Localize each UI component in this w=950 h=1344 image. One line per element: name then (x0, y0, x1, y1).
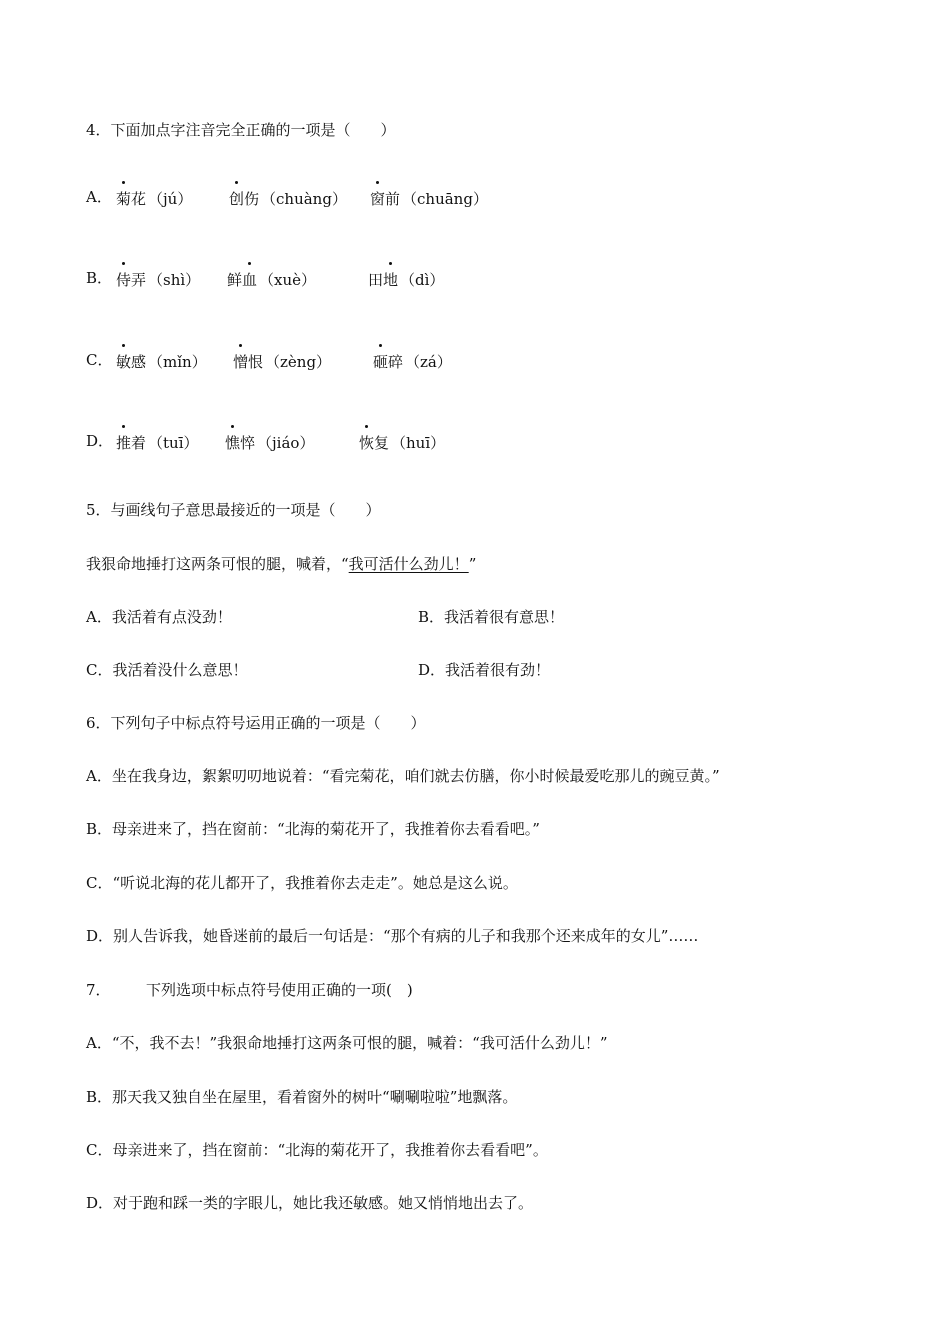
q4-option-c[interactable] (86, 349, 112, 371)
emphasis-dot-icon (235, 181, 238, 184)
q4-option-d[interactable] (86, 430, 113, 452)
term: 侍弄 (116, 271, 147, 289)
pinyin: （tuī） (148, 434, 199, 452)
pinyin: （dì） (400, 271, 445, 289)
option-letter: B． (86, 820, 113, 838)
option-letter: A． (86, 1034, 112, 1052)
q7-option-c[interactable] (86, 1139, 548, 1161)
sentence-text: 我狠命地捶打这两条可恨的腿，喊着，“ (86, 555, 349, 573)
option-text: 我活着很有意思！ (444, 608, 565, 626)
option-letter: D． (86, 432, 114, 450)
option-text: “听说北海的花儿都开了，我推着你去走走”。她总是这么说。 (112, 874, 518, 892)
option-text: 我活着没什么意思！ (112, 661, 248, 679)
term: 憎恨 (233, 353, 264, 371)
option-letter: D． (86, 927, 114, 945)
option-letter: A． (86, 767, 112, 785)
q7-option-b[interactable] (86, 1086, 517, 1108)
pinyin: （jú） (148, 190, 193, 208)
emphasis-dot-icon (389, 262, 392, 265)
q4-c-item-3 (373, 351, 452, 373)
underlined-sentence: 我可活什么劲儿！ (348, 555, 469, 573)
q4-a-item-2 (229, 188, 347, 210)
q7-option-d[interactable] (86, 1192, 533, 1214)
emphasis-dot-icon (122, 425, 125, 428)
option-letter: A． (86, 608, 112, 626)
term: 创伤 (229, 190, 260, 208)
pinyin: （xuè） (259, 271, 317, 289)
term: 菊花 (116, 190, 147, 208)
emphasis-dot-icon (231, 425, 234, 428)
pinyin: （chuāng） (402, 190, 488, 208)
option-letter: C． (86, 661, 113, 679)
option-letter: C． (86, 874, 113, 892)
pinyin: （zèng） (265, 353, 332, 371)
pinyin: （mǐn） (148, 353, 207, 371)
option-text: 那天我又独自坐在屋里，看着窗外的树叶“唰唰啦啦”地飘落。 (112, 1088, 518, 1106)
term: 窗前 (370, 190, 401, 208)
q5-stem: 5．与画线句子意思最接近的一项是（ ） (86, 501, 381, 519)
emphasis-dot-icon (248, 262, 251, 265)
q5-sentence (86, 553, 476, 575)
q7-option-a[interactable] (86, 1032, 608, 1054)
q4-stem: 4．下面加点字注音完全正确的一项是（ ） (86, 121, 396, 139)
option-text: “不，我不去！”我狠命地捶打这两条可恨的腿，喊着：“我可活什么劲儿！” (111, 1034, 608, 1052)
term: 推着 (116, 434, 147, 452)
option-letter: B． (418, 608, 445, 626)
pinyin: （jiáo） (257, 434, 315, 452)
option-text: 我活着有点没劲！ (111, 608, 232, 626)
q6-option-c[interactable] (86, 872, 518, 894)
option-letter: C． (86, 351, 113, 369)
option-text: 别人告诉我，她昏迷前的最后一句话是：“那个有病的儿子和我那个还来成年的女儿”…… (113, 927, 699, 945)
pinyin: （chuàng） (261, 190, 347, 208)
q4-b-item-3 (368, 269, 444, 291)
option-letter: D． (418, 661, 446, 679)
term: 鲜血 (227, 271, 258, 289)
q4-a-item-3 (370, 188, 488, 210)
q5-option-b[interactable] (418, 606, 564, 628)
q5-option-c[interactable] (86, 659, 248, 681)
option-letter: C． (86, 1141, 113, 1159)
option-text: 母亲进来了，挡在窗前：“北海的菊花开了，我推着你去看看吧。” (112, 820, 540, 838)
q6-option-b[interactable] (86, 818, 540, 840)
emphasis-dot-icon (122, 344, 125, 347)
term: 恢复 (359, 434, 390, 452)
q5-option-d[interactable] (418, 659, 550, 681)
q6-option-d[interactable] (86, 925, 698, 947)
q4-c-item-2 (233, 351, 331, 373)
option-letter: A． (86, 188, 112, 206)
q6-option-a[interactable] (86, 765, 720, 787)
term: 敏感 (116, 353, 147, 371)
q4-b-item-2 (227, 269, 316, 291)
emphasis-dot-icon (365, 425, 368, 428)
q4-b-item-1 (116, 269, 200, 291)
option-text: 对于跑和踩一类的字眼儿，她比我还敏感。她又悄悄地出去了。 (113, 1194, 534, 1212)
term: 砸碎 (373, 353, 404, 371)
term: 田地 (368, 271, 399, 289)
sentence-close-quote: ” (468, 555, 477, 573)
pinyin: （huī） (391, 434, 446, 452)
q4-option-a[interactable] (86, 186, 112, 208)
q7-stem: 下列选项中标点符号使用正确的一项( ) (146, 981, 413, 999)
term: 憔悴 (225, 434, 256, 452)
q4-d-item-1 (116, 432, 199, 454)
pinyin: （zá） (405, 353, 452, 371)
q5-option-a[interactable] (86, 606, 232, 628)
option-text: 母亲进来了，挡在窗前：“北海的菊花开了，我推着你去看看吧”。 (112, 1141, 548, 1159)
q4-c-item-1 (116, 351, 207, 373)
emphasis-dot-icon (239, 344, 242, 347)
emphasis-dot-icon (122, 262, 125, 265)
option-text: 我活着很有劲！ (445, 661, 551, 679)
emphasis-dot-icon (379, 344, 382, 347)
q6-stem: 6．下列句子中标点符号运用正确的一项是（ ） (86, 714, 426, 732)
option-letter: B． (86, 269, 113, 287)
pinyin: （shì） (148, 271, 201, 289)
option-letter: D． (86, 1194, 114, 1212)
q4-option-b[interactable] (86, 267, 112, 289)
emphasis-dot-icon (122, 181, 125, 184)
q4-d-item-2 (225, 432, 314, 454)
q4-a-item-1 (116, 188, 192, 210)
q4-d-item-3 (359, 432, 445, 454)
option-text: 坐在我身边，絮絮叨叨地说着：“看完菊花，咱们就去仿膳，你小时候最爱吃那儿的豌豆黄。” (111, 767, 720, 785)
q7-number: 7． (86, 981, 111, 999)
option-letter: B． (86, 1088, 113, 1106)
emphasis-dot-icon (376, 181, 379, 184)
